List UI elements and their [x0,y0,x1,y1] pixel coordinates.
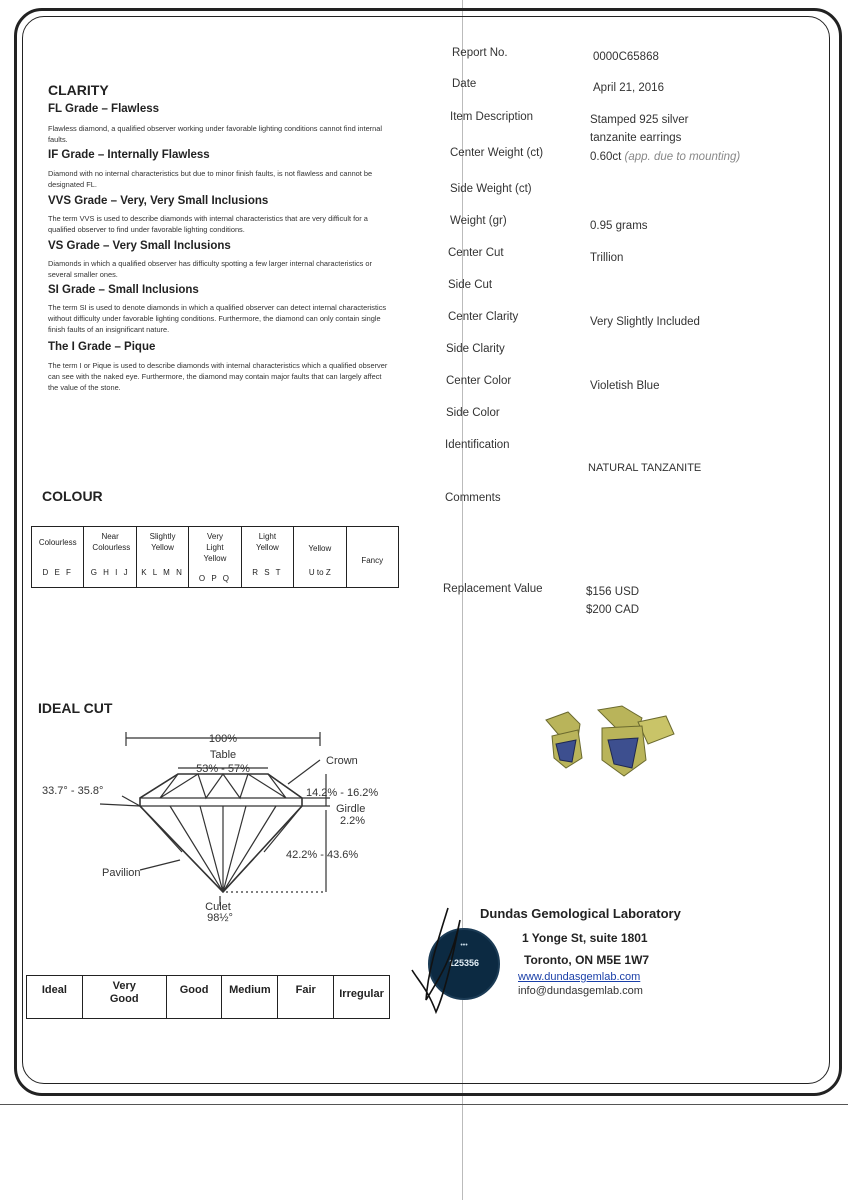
girdle-value-label: 2.2% [340,815,366,827]
center-color-label: Center Color [446,375,512,387]
comments-label: Comments [445,492,501,504]
clarity-grade-title: IF Grade – Internally Flawless [48,149,210,161]
clarity-grade-title: VVS Grade – Very, Very Small Inclusions [48,195,269,207]
colour-cell [294,527,346,587]
lab-website-link[interactable]: www.dundasgemlab.com [518,971,641,983]
side-weight-label: Side Weight (ct) [450,183,532,195]
clarity-grade-desc: Diamonds in which a qualified observer has difficulty spotting a few larger internal characteristics or several smaller ones. [48,259,372,279]
center-clarity-label: Center Clarity [448,311,519,323]
clarity-grade-desc: Diamond with no internal characteristics but due to minor finish faults, is not flawless and cannot be designated FL. [48,169,373,189]
side-cut-label: Side Cut [448,279,493,291]
colour-name: Light Yellow [255,532,279,552]
table-label: Table [209,749,237,761]
replacement-value-label: Replacement Value [443,583,543,595]
identification-value: NATURAL TANZANITE [588,462,702,474]
colour-code: G H I J [90,568,130,577]
cut-grade-table [26,975,390,1019]
crown-height-label: 14.2% - 16.2% [306,787,379,799]
table-range-label: 53% - 57% [196,763,250,775]
colour-code: K L M N [141,568,184,577]
lab-address-1: 1 Yonge St, suite 1801 [522,931,648,945]
colour-name: Fancy [361,556,384,565]
lab-address-2: Toronto, ON M5E 1W7 [524,953,650,967]
cut-grade-cell: Medium [222,976,278,1018]
center-cut-label: Center Cut [448,247,504,259]
clarity-grade-desc: The term I or Pique is used to describe diamonds with internal characteristics which a qualified observer can see with the naked eye. Furthermore, the diamond may contain major faults that can largely affect the value of the stone. [48,361,388,392]
culet-value-label: 98½° [207,912,233,924]
colour-code: U to Z [308,568,331,577]
colour-name: Near Colourless [92,532,131,552]
colour-name: Yellow [308,544,332,553]
clarity-grade-desc: The term VVS is used to describe diamonds with internal characteristics that are very difficult for a qualified observer to find under favorable lighting conditions. [48,214,368,234]
colour-heading: COLOUR [42,488,103,504]
crown-angle-label: 33.7° - 35.8° [42,785,104,797]
side-clarity-label: Side Clarity [446,343,505,355]
colour-code: O P Q [198,574,232,583]
cut-grade-cell: Irregular [339,988,384,1000]
report-no-label: Report No. [452,47,508,59]
colour-cell [189,527,241,587]
colour-cell [242,527,294,587]
report-no-value: 0000C65868 [593,51,659,63]
colour-code: D E F [42,568,73,577]
center-weight-label: Center Weight (ct) [450,147,544,159]
lab-name: Dundas Gemological Laboratory [480,906,681,921]
seal-text: ••• [460,942,468,949]
weight-grams-label: Weight (gr) [450,215,507,227]
date-value: April 21, 2016 [593,82,664,94]
clarity-heading: CLARITY [48,82,109,98]
clarity-grade-title: VS Grade – Very Small Inclusions [48,240,231,252]
center-color-value: Violetish Blue [590,380,660,392]
item-description-value: Stamped 925 silver tanzanite earrings [590,114,689,144]
seal-number: 125356 [448,958,480,968]
side-color-label: Side Color [446,407,500,419]
lab-info [480,906,710,997]
center-clarity-value: Very Slightly Included [590,316,700,328]
colour-name: Very Light Yellow [203,532,227,563]
diamond-proportions-diagram [30,720,400,930]
date-label: Date [452,78,477,90]
colour-cell [347,527,398,587]
colour-cell [137,527,189,587]
clarity-grade-title: FL Grade – Flawless [48,103,160,115]
cut-grade-cell: Good [167,976,223,1018]
center-weight-note: (app. due to mounting) [624,151,741,163]
lab-email: info@dundasgemlab.com [518,985,643,997]
colour-code: R S T [252,568,283,577]
colour-name: Colourless [38,538,77,547]
clarity-grade-desc: Flawless diamond, a qualified observer working under favorable lighting conditions cannot find internal faults. [48,124,383,144]
item-description-label: Item Description [450,111,534,123]
weight-grams-value: 0.95 grams [590,220,648,232]
identification-label: Identification [445,439,510,451]
colour-name: Slightly Yellow [149,532,176,552]
center-cut-value: Trillion [590,252,624,264]
pavilion-label: Pavilion [102,867,141,879]
width-label: 100% [208,733,238,745]
girdle-label: Girdle [336,803,366,815]
scan-edge-line [0,1104,848,1105]
clarity-grade-title: SI Grade – Small Inclusions [48,284,199,296]
cut-grade-cell: Very Good [83,976,167,1018]
earrings-photo [538,700,738,800]
center-weight-number: 0.60ct [590,151,622,163]
center-weight-value [590,148,740,166]
signature [408,900,468,1020]
cut-grade-cell: Ideal [27,976,83,1018]
replacement-value-cad: $200 CAD [586,604,640,616]
colour-cell [84,527,136,587]
cut-grade-cell: Fair [278,976,334,1018]
colour-scale-table [31,526,399,588]
clarity-grade-title: The I Grade – Pique [48,341,156,353]
colour-cell [32,527,84,587]
clarity-grade-desc: The term SI is used to denote diamonds in which a qualified observer can detect internal characteristics without difficulty under favorable lighting conditions. Furthermore, the diamond can only contain single finish faults of an insignificant nature. [48,303,387,334]
pavilion-depth-label: 42.2% - 43.6% [286,849,359,861]
replacement-value-usd: $156 USD [586,586,640,598]
culet-label: Culet [205,901,231,913]
ideal-cut-heading: IDEAL CUT [38,700,113,716]
crown-label: Crown [326,755,358,767]
